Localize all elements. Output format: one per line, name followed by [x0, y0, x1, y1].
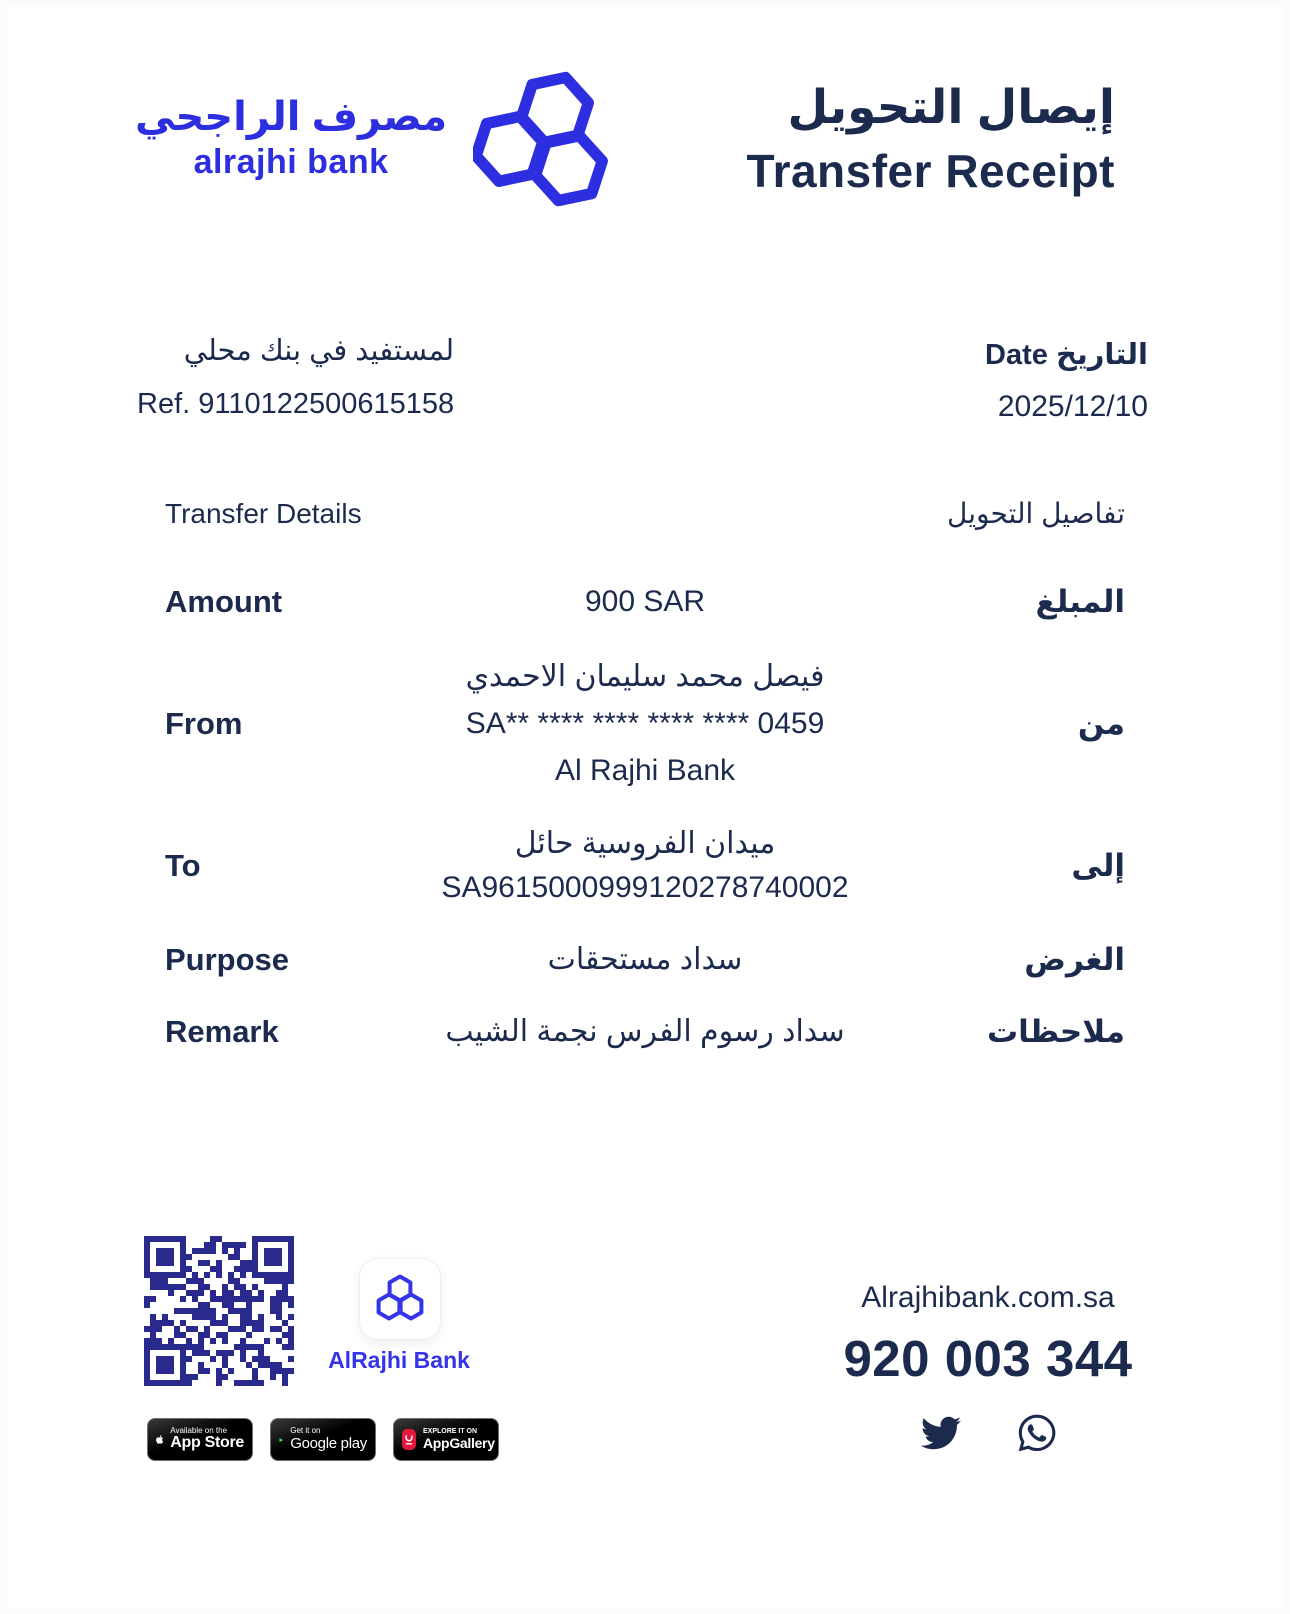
badge-bottom-line: Google play: [290, 1434, 367, 1452]
amount-value-line: 900 SAR: [584, 585, 706, 618]
sender-name: فيصل محمد سليمان الاحمدي: [465, 660, 825, 693]
badge-top-line: Get it on: [290, 1426, 321, 1436]
amount-row: [165, 578, 1125, 625]
qr-code: [144, 1236, 294, 1386]
google-play-icon: [279, 1429, 283, 1451]
brand-block: [135, 67, 615, 209]
brand-name-arabic: مصرف الراجحي: [135, 95, 448, 139]
date-value: 2025/12/10: [997, 390, 1148, 423]
receipt-page: [7, 5, 1283, 1609]
amount-label-ar: المبلغ: [1035, 583, 1125, 619]
to-row: [165, 822, 1125, 910]
remark-value-line: سداد رسوم الفرس نجمة الشيب: [445, 1015, 845, 1048]
beneficiary-name: ميدان الفروسية حائل: [514, 827, 776, 860]
brand-name-english: alrajhi bank: [193, 143, 389, 181]
to-value: [380, 822, 910, 910]
from-row: [165, 653, 1125, 794]
whatsapp-icon[interactable]: [1016, 1412, 1058, 1454]
purpose-label-en: Purpose: [165, 941, 290, 977]
to-label-ar: إلى: [1071, 848, 1125, 883]
social-icons: [828, 1412, 1148, 1454]
reference-number: Ref. 9110122500615158: [137, 388, 455, 420]
page-title-arabic: إيصال التحويل: [787, 80, 1115, 133]
page-title-english: Transfer Receipt: [746, 145, 1115, 197]
appgallery-badge[interactable]: [393, 1418, 499, 1461]
app-store-badge[interactable]: [147, 1418, 253, 1461]
from-label-ar: من: [1077, 705, 1125, 741]
from-value: [380, 653, 910, 794]
twitter-icon[interactable]: [918, 1413, 964, 1453]
section-title-english: Transfer Details: [165, 497, 362, 529]
purpose-row: [165, 936, 1125, 980]
alrajhi-logo-icon: [473, 67, 615, 209]
beneficiary-note: لمستفيد في بنك محلي: [183, 335, 455, 367]
transfer-details-table: [165, 497, 1125, 1052]
section-title-arabic: تفاصيل التحويل: [947, 498, 1125, 529]
section-header-row: [165, 497, 1125, 530]
brand-wordmark: [135, 97, 447, 179]
remark-label-en: Remark: [165, 1013, 279, 1049]
date-label: التاريخ Date: [985, 339, 1148, 371]
purpose-label-ar: الغرض: [1024, 941, 1125, 977]
store-badges: [147, 1418, 499, 1461]
apple-icon: [156, 1428, 163, 1451]
sender-bank: Al Rajhi Bank: [554, 754, 736, 787]
amount-label-en: Amount: [165, 583, 283, 619]
date-meta: [985, 341, 1148, 422]
purpose-value-line: سداد مستحقات: [547, 943, 743, 976]
purpose-value: [380, 936, 910, 983]
badge-bottom-line: App Store: [170, 1434, 244, 1452]
badge-top-line: EXPLORE IT ON: [423, 1428, 478, 1436]
beneficiary-iban: SA9615000999120278740002: [441, 871, 849, 904]
badge-text: [423, 1428, 495, 1450]
from-label-en: From: [165, 705, 243, 741]
to-label-en: To: [165, 848, 201, 883]
badge-bottom-line: AppGallery: [423, 1434, 495, 1451]
app-name-label: AlRajhi Bank: [328, 1347, 470, 1373]
remark-row: [165, 1008, 1125, 1052]
beneficiary-meta: [137, 337, 454, 419]
badge-text: [290, 1427, 367, 1451]
remark-label-ar: ملاحظات: [986, 1013, 1125, 1049]
alrajhi-app-icon: [359, 1258, 441, 1340]
remark-value: [380, 1008, 910, 1055]
phone-number: 920 003 344: [843, 1330, 1133, 1387]
contact-block: [828, 1281, 1148, 1454]
sender-account-masked: SA** **** **** **** **** 0459: [465, 707, 825, 740]
badge-top-line: Available on the: [170, 1425, 228, 1435]
google-play-badge[interactable]: [270, 1418, 376, 1461]
alrajhi-logo-small-icon: [375, 1274, 425, 1324]
website-link[interactable]: Alrajhibank.com.sa: [861, 1281, 1115, 1314]
amount-value: [380, 578, 910, 625]
appgallery-icon: [402, 1429, 416, 1450]
page-title: [746, 80, 1115, 197]
badge-text: [170, 1427, 244, 1452]
